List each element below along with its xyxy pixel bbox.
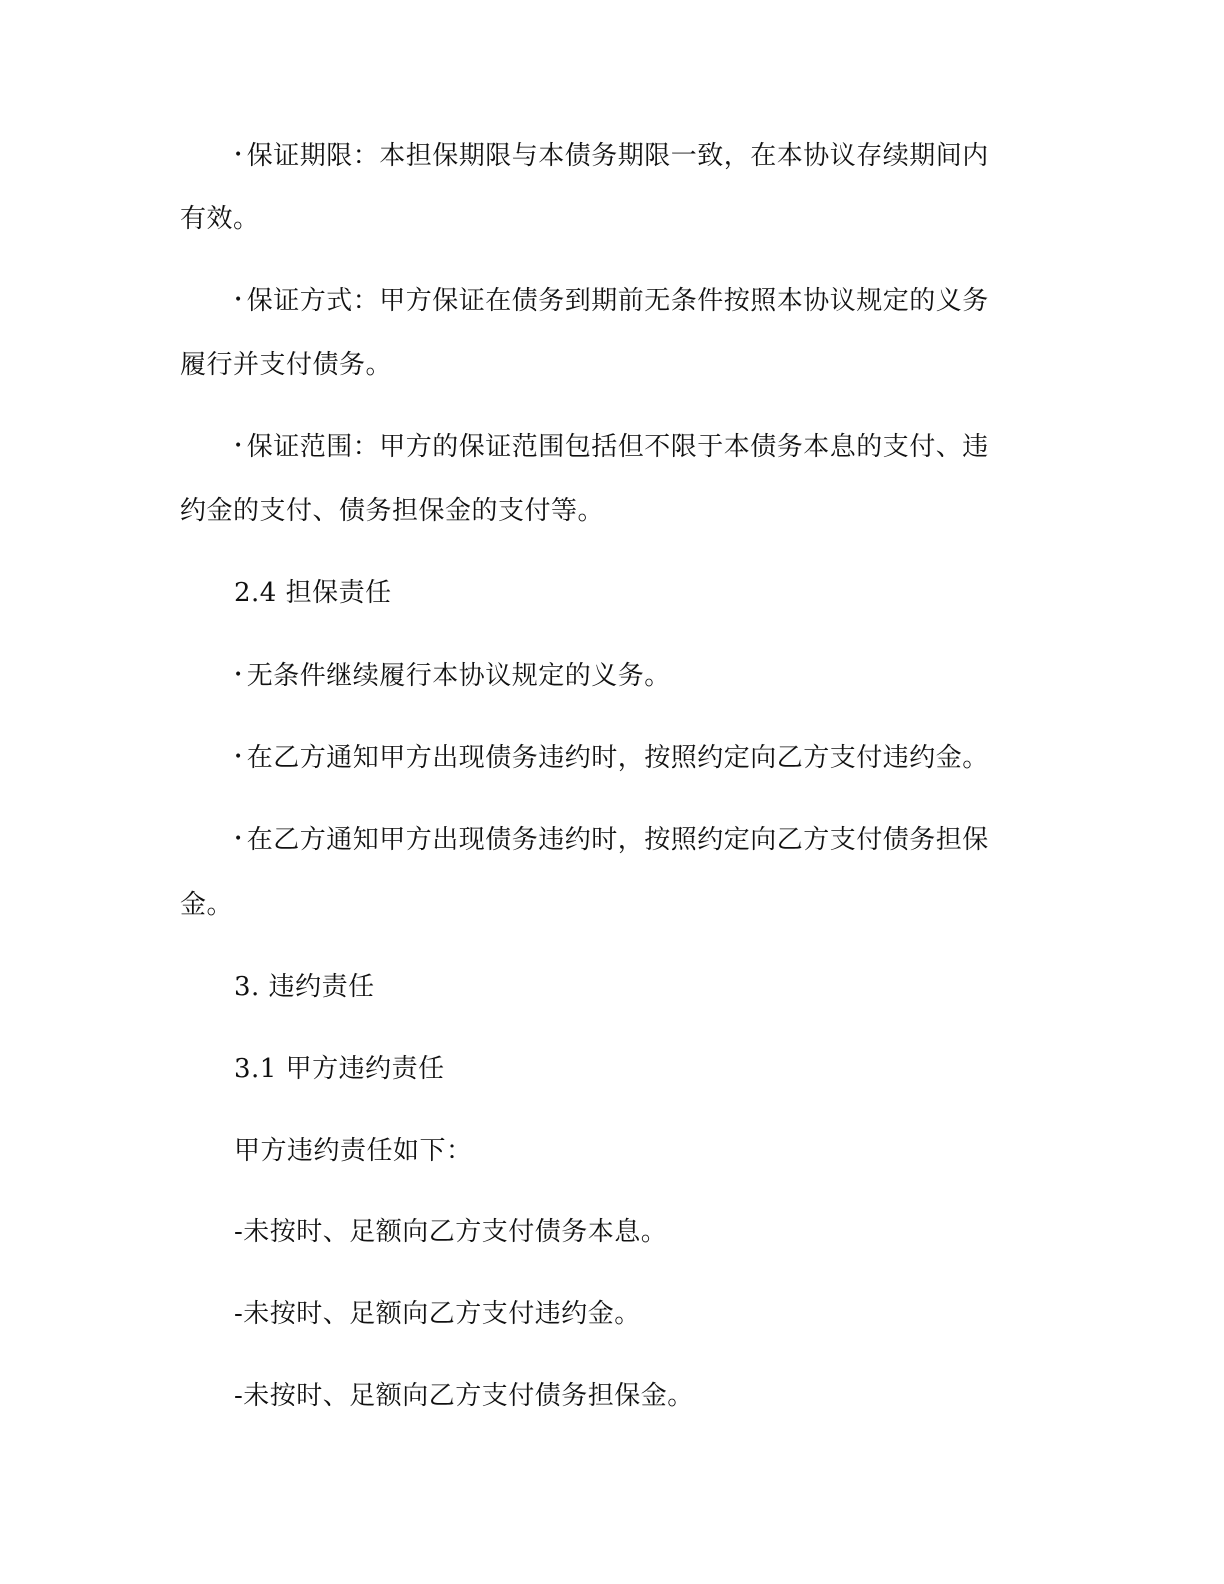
line-text: 履行并支付债务。: [180, 350, 393, 380]
section-heading-2-4: [234, 576, 392, 610]
line-text: 甲方违约责任如下：: [234, 1136, 473, 1166]
line-text: 在乙方通知甲方出现债务违约时，按照约定向乙方支付违约金。: [246, 743, 989, 773]
line-text: -未按时、足额向乙方支付债务担保金。: [234, 1381, 694, 1411]
line-text: 在乙方通知甲方出现债务违约时，按照约定向乙方支付债务担保: [246, 825, 989, 855]
bullet-marker: •: [234, 147, 243, 163]
continuation-line: [180, 348, 392, 382]
bullet-marker: •: [234, 831, 243, 847]
line-text: 保证期限：本担保期限与本债务期限一致，在本协议存续期间内: [246, 141, 989, 171]
bullet-line-obligation: [234, 658, 671, 693]
bullet-marker: •: [234, 292, 243, 308]
line-text: 金。: [180, 890, 234, 920]
section-heading-3-1: [234, 1052, 445, 1086]
line-text: 保证方式：甲方保证在债务到期前无条件按照本协议规定的义务: [246, 286, 989, 316]
dash-item-line: [234, 1297, 641, 1331]
bullet-line-penalty: [234, 740, 989, 775]
continuation-line: [180, 888, 233, 922]
line-text: 保证范围：甲方的保证范围包括但不限于本债务本息的支付、违: [246, 432, 989, 462]
dash-item-line: [234, 1215, 667, 1249]
bullet-line-guarantee-method: [234, 283, 989, 318]
paragraph-line: [234, 1134, 473, 1168]
heading-text: 2.4 担保责任: [234, 578, 392, 608]
line-text: -未按时、足额向乙方支付违约金。: [234, 1299, 641, 1329]
heading-text: 3. 违约责任: [234, 972, 375, 1002]
continuation-line: [180, 494, 604, 528]
continuation-line: [180, 202, 260, 236]
bullet-marker: •: [234, 438, 243, 454]
bullet-line-guarantee-scope: [234, 429, 989, 464]
line-text: 无条件继续履行本协议规定的义务。: [246, 661, 671, 691]
bullet-marker: •: [234, 667, 243, 683]
heading-text: 3.1 甲方违约责任: [234, 1054, 445, 1084]
section-heading-3: [234, 970, 375, 1004]
line-text: 约金的支付、债务担保金的支付等。: [180, 496, 605, 526]
bullet-line-guarantee-period: [234, 138, 989, 173]
line-text: 有效。: [180, 204, 260, 234]
line-text: -未按时、足额向乙方支付债务本息。: [234, 1217, 668, 1247]
bullet-marker: •: [234, 749, 243, 765]
bullet-line-guarantee-deposit: [234, 822, 989, 857]
dash-item-line: [234, 1379, 694, 1413]
